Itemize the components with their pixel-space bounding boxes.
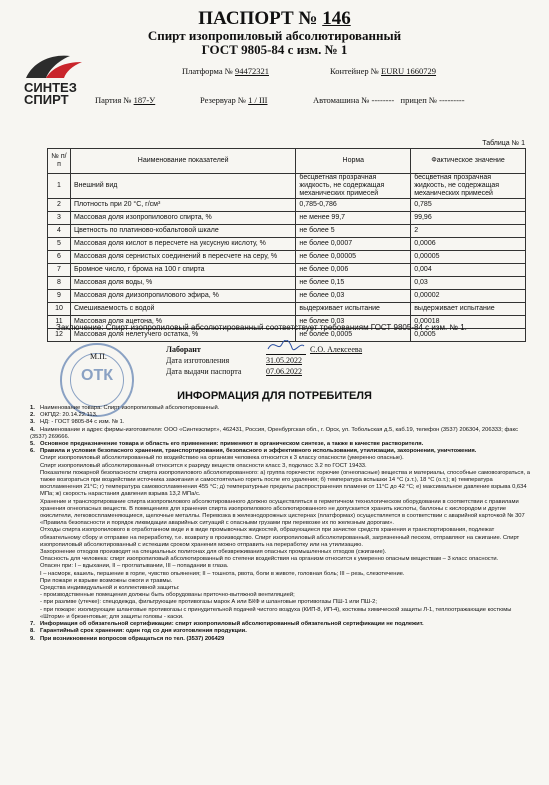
info-text: При возникновении вопросов обращаться по тел. (3537) 206429 — [40, 635, 225, 642]
batch-line — [95, 95, 155, 105]
table-cell: 0,00002 — [411, 290, 526, 303]
info-title: ИНФОРМАЦИЯ ДЛЯ ПОТРЕБИТЕЛЯ — [177, 390, 372, 402]
table-cell: 1 — [48, 174, 71, 199]
table-row — [48, 225, 526, 238]
table-cell: 6 — [48, 251, 71, 264]
passport-title — [0, 8, 549, 30]
info-item: 2. ОКПД2: 20.14.22.113. — [30, 412, 98, 419]
info-item: 9. При возникновении вопросов обращаться по тел. (3537) 206429 — [30, 635, 225, 642]
table-cell: не более 0,0005 — [296, 329, 411, 342]
table-cell: не более 0,0007 — [296, 238, 411, 251]
table-cell: Массовая доля изопропилового спирта, % — [70, 212, 295, 225]
info-paragraph: При пожаре и взрыве возможны ожоги и травмы. — [40, 577, 173, 584]
table-cell: 10 — [48, 303, 71, 316]
table-header-row — [48, 149, 526, 174]
title-prefix: ПАСПОРТ № — [198, 8, 318, 29]
issue-row — [166, 366, 362, 377]
table-cell: не более 0,15 — [296, 277, 411, 290]
table-caption: Таблица № 1 — [482, 140, 525, 147]
info-text: ОКПД2: 20.14.22.113. — [40, 412, 98, 419]
info-paragraph: Спирт изопропиловый абсолютированный по воздействию на организм человека относится к 3 классу опасности (умеренно опасные). — [40, 455, 404, 462]
table-cell: 4 — [48, 225, 71, 238]
table-cell: 9 — [48, 290, 71, 303]
container-label: Контейнер № — [330, 66, 379, 76]
handwritten-signature-icon — [266, 340, 306, 352]
tank-line — [200, 95, 267, 105]
logo-line1: СИНТЕЗ — [24, 80, 77, 95]
header-cell: Наименование показателей — [70, 149, 295, 174]
table-cell: 12 — [48, 329, 71, 342]
info-paragraph: - производственные помещения должны быть оборудованы приточно-вытяжной вентиляцией; — [40, 592, 295, 599]
table-cell: Массовая доля нелетучего остатка, % — [70, 329, 295, 342]
table-cell: Массовая доля кислот в пересчете на уксусную кислоту, % — [70, 238, 295, 251]
info-paragraph: Опасность для человека: спирт изопропиловый абсолютированный по степени воздействия на организм относится к умеренно опасным веществам – 3 класс опасности. — [40, 556, 499, 563]
table-cell: Массовая доля воды, % — [70, 277, 295, 290]
table-cell: бесцветная прозрачная жидкость, не содержащая механических примесей — [296, 174, 411, 199]
info-paragraph: Хранение и транспортирование спирта изопропилового абсолютированного должно осуществляться в герметичном технологическом оборудовании в соответствии с правилами хранения огнеопасных веществ. В помещениях для хранения спирта изопропилового абсолютированного не допускается хранить кислоты, баллоны с кислородом и другие окислители, легковоспламеняющиеся, щелочные металлы. Перевозка в железнодорожных цистернах (платформах) осуществляется в соответствии с аварийной карточкой № 307 «Правила безопасности и порядок ликвидации аварийных ситуаций с опасными грузами при перевозке их по железным дорогам». — [40, 498, 525, 527]
platform-value: 94472321 — [234, 66, 269, 76]
tank-value: 1 / III — [248, 95, 268, 105]
table-cell: 0,00018 — [411, 316, 526, 329]
logo-text — [24, 82, 94, 106]
signature-line — [266, 344, 306, 355]
passport-number: 146 — [322, 8, 351, 29]
table-cell: 2 — [48, 199, 71, 212]
table-row — [48, 174, 526, 199]
mp-label: М.П. — [90, 352, 107, 361]
info-text: Наименование товара: Спирт изопропиловый абсолютированный. — [40, 405, 220, 411]
table-cell: выдерживает испытание — [411, 303, 526, 316]
container-value: EURU 1660729 — [381, 66, 437, 76]
table-cell: 7 — [48, 264, 71, 277]
table-cell: выдерживает испытание — [296, 303, 411, 316]
table-cell: Смешиваемость с водой — [70, 303, 295, 316]
info-item: 1. Наименование товара: Спирт изопропиловый абсолютированный. — [30, 405, 220, 411]
table-row — [48, 199, 526, 212]
table-cell: 99,96 — [411, 212, 526, 225]
product-name: Спирт изопропиловый абсолютированный — [147, 28, 402, 43]
tank-label: Резервуар № — [200, 95, 246, 105]
info-item: 4. Наименование и адрес фирмы-изготовителя: ООО «Синтезспирт», 462431, Россия, Оренбургская обл., г. Орск, ул. Тобольская д.5, каб.19, телефон (3537) 206304, 206333; факс (3537) 269666. — [30, 426, 518, 440]
table-cell: Плотность при 20 °С, г/см³ — [70, 199, 295, 212]
table-cell: Цветность по платиново-кобальтовой шкале — [70, 225, 295, 238]
table-cell: не более 5 — [296, 225, 411, 238]
table-cell: не более 0,00005 — [296, 251, 411, 264]
info-item: 5. Основное предназначение товара и область его применения: применяют в органическом синтезе, а также в качестве растворителя. — [30, 441, 424, 448]
info-item: 8. Гарантийный срок хранения: один год со дня изготовления продукции. — [30, 628, 247, 635]
info-text: Правила и условия безопасного хранения, транспортирования, безопасного и эффективного использования, утилизации, захоронения, уничтожения. — [40, 448, 477, 455]
truck-value: -------- — [371, 95, 395, 105]
table-cell: 0,03 — [411, 277, 526, 290]
conclusion: Заключение: Спирт изопропиловый абсолютированный соответствует требованиям ГОСТ 9805-84 с изм. № 1. — [56, 323, 467, 332]
lab-row — [166, 344, 362, 355]
lab-name: С.О. Алексеева — [310, 345, 363, 354]
table-row — [48, 238, 526, 251]
info-paragraph: Опасен при: I – вдыхании, II – проглатывании, III – попадании в глаза. — [40, 563, 229, 570]
table-row — [48, 277, 526, 290]
quality-table — [47, 148, 526, 342]
truck-line — [313, 95, 465, 105]
table-cell: не более 0,006 — [296, 264, 411, 277]
table-cell: 2 — [411, 225, 526, 238]
table-cell: 0,0006 — [411, 238, 526, 251]
info-text: НД: - ГОСТ 9805-84 с изм. № 1. — [40, 419, 125, 426]
stamp-text: ОТК — [81, 367, 113, 384]
header-cell: Норма — [296, 149, 411, 174]
header-cell: № п/п — [48, 149, 71, 174]
table-row — [48, 212, 526, 225]
platform-line — [182, 66, 269, 76]
table-cell: 0,00005 — [411, 251, 526, 264]
info-paragraph: Отходы спирта изопропилового в отработанном виде и в виде промывочных жидкостей, образующиеся при зачистке средств хранения и транспортирования, подлежат обязательному сбору и отправке на переработку, т.е. возврату в производство. Спирт изопропиловый абсолютированный, загрязненный песком, отправляют на сжигание. Спирт изопропиловый абсолютированный с истекшим сроком хранения можно отправить на переработку или на утилизацию. — [40, 527, 520, 548]
table-cell: 0,785 — [411, 199, 526, 212]
info-text: Гарантийный срок хранения: один год со дня изготовления продукции. — [40, 628, 247, 635]
made-date: 31.05.2022 — [266, 356, 302, 365]
info-paragraph: - при разливе (утечке): спецодежда, фильтрующие противогазы марок А или БКФ и шланговые противогазы ПШ-1 или ПШ-2; — [40, 599, 378, 606]
table-cell: не менее 99,7 — [296, 212, 411, 225]
container-line — [330, 66, 436, 76]
info-item: 7. Информация об обязательной сертификации: спирт изопропиловый абсолютированный обязательной сертификации не подлежит. — [30, 621, 424, 628]
header-cell: Фактическое значение — [411, 149, 526, 174]
batch-label: Партия № — [95, 95, 132, 105]
info-text: Информация об обязательной сертификации: спирт изопропиловый абсолютированный обязательной сертификации не подлежит. — [40, 621, 424, 628]
table-cell: не более 0,03 — [296, 290, 411, 303]
table-row — [48, 251, 526, 264]
info-text: Основное предназначение товара и область его применения: применяют в органическом синтезе, а также в качестве растворителя. — [40, 441, 424, 448]
info-paragraph: Спирт изопропиловый абсолютированный относится к разряду веществ опасности класс 3, подкласс 3.2 по ГОСТ 19433. — [40, 462, 367, 469]
table-row — [48, 264, 526, 277]
info-paragraph: Средства индивидуальной и коллективной защиты: — [40, 585, 180, 592]
product-heading — [0, 29, 549, 57]
info-paragraph: - при пожаре: изолирующие шланговые противогазы с принудительной подачей чистого воздуха (КИП-8, ИП-4), костюмы химической защиты Л-1, теплоотражающие костюмы «Шторм» и брезентовые; для защиты головы - каски. — [40, 606, 512, 620]
signature-block — [166, 344, 362, 377]
table-row — [48, 303, 526, 316]
made-label: Дата изготовления — [166, 356, 230, 365]
table-cell: 0,0005 — [411, 329, 526, 342]
truck-label: Автомашина № — [313, 95, 370, 105]
info-paragraph: Захоронение отходов производят на специальных полигонах для обезвреживания опасных промышленных отходов (сжигание). — [40, 549, 387, 556]
info-item: 6. Правила и условия безопасного хранения, транспортирования, безопасного и эффективного использования, утилизации, захоронения, уничтожения. — [30, 448, 477, 455]
table-cell: Массовая доля ацетона, % — [70, 316, 295, 329]
company-logo — [24, 52, 94, 106]
table-cell: 11 — [48, 316, 71, 329]
table-cell: 8 — [48, 277, 71, 290]
table-cell: 0,004 — [411, 264, 526, 277]
info-item: 3. НД: - ГОСТ 9805-84 с изм. № 1. — [30, 419, 125, 426]
issue-label: Дата выдачи паспорта — [166, 367, 242, 376]
info-paragraph: I – насморк, кашель, першение в горле, чувство опьянения; II – тошнота, рвота, боли в животе, головная боль; III – резь, слезотечение. — [40, 570, 405, 577]
table-cell: 3 — [48, 212, 71, 225]
trailer-value: --------- — [439, 95, 465, 105]
table-cell: Бромное число, г брома на 100 г спирта — [70, 264, 295, 277]
table-cell: Массовая доля диизопропилового эфира, % — [70, 290, 295, 303]
table-cell: не более 0,03 — [296, 316, 411, 329]
product-standard: ГОСТ 9805-84 с изм. № 1 — [201, 42, 348, 57]
table-cell: бесцветная прозрачная жидкость, не содержащая механических примесей — [411, 174, 526, 199]
table-cell: Внешний вид — [70, 174, 295, 199]
logo-line2: СПИРТ — [24, 92, 69, 107]
table-cell: Массовая доля сернистых соединений в пересчете на серу, % — [70, 251, 295, 264]
made-row — [166, 355, 362, 366]
consumer-info — [30, 405, 530, 643]
table-row — [48, 290, 526, 303]
info-text: Наименование и адрес фирмы-изготовителя: ООО «Синтезспирт», 462431, Россия, Оренбургская обл., г. Орск, ул. Тобольская д.5, каб.19, телефон (3537) 206304, 206333; факс (3537) 269666. — [30, 426, 518, 440]
table-cell: 5 — [48, 238, 71, 251]
lab-label: Лаборант — [166, 345, 201, 354]
issue-date: 07.06.2022 — [266, 367, 302, 376]
platform-label: Платформа № — [182, 66, 233, 76]
info-paragraph: Показатели пожарной безопасности спирта изопропилового абсолютированного: а) группа горючести: горючие (огнеопасные) вещества и материалы, способные самовозгораться, а также возгораться при воздействии источника зажигания и самостоятельно гореть после его удаления; б) температура вспышки 14 °С (з.т.), 18 °С (о.т.); в) температура воспламенения 21°С; г) температура самовоспламенения 455 °С; д) температурные пределы распространения пламени от 11°С до 42 °С; е) максимальное давление взрыва 0,634 МПа; ж) скорость нарастания давления взрыва 13,2 МПа/с. — [40, 469, 530, 498]
table-cell: 0,785-0,786 — [296, 199, 411, 212]
batch-value: 187-У — [133, 95, 156, 105]
trailer-label: прицеп № — [400, 95, 437, 105]
